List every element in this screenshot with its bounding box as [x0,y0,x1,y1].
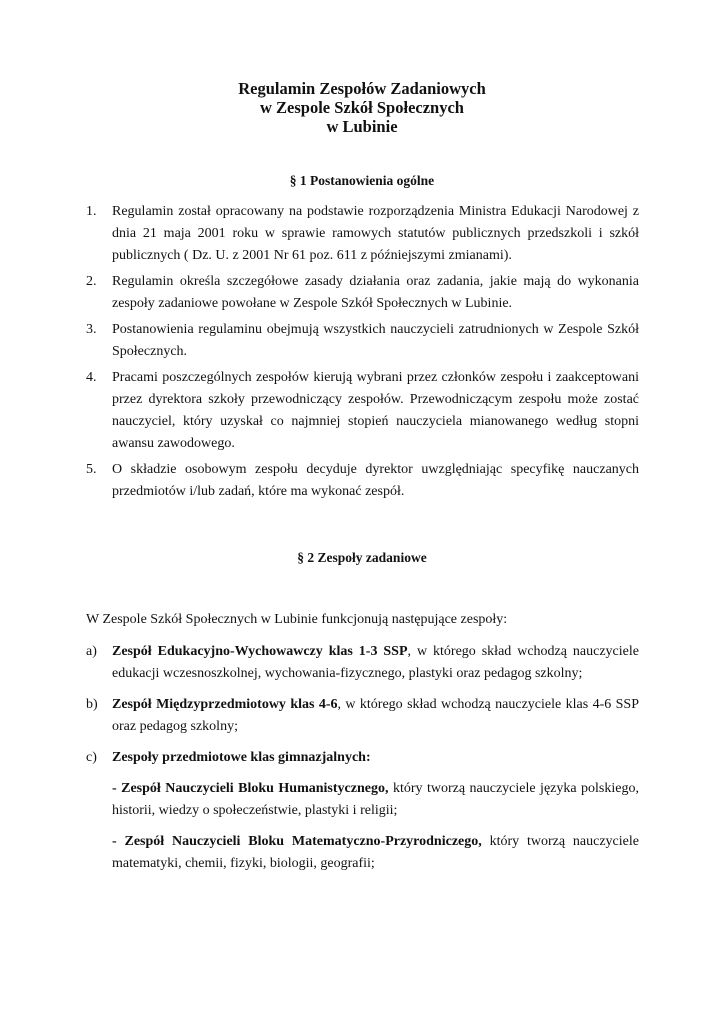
section-2-list [86,641,639,884]
list-item-text: Pracami poszczególnych zespołów kierują wybrani przez członków zespołu i zaakceptowani przez dyrektora szkoły przewodniczący zespołów. Przewodniczącym zespołu może zostać nauczyciel, który uzyskał co najmniej stopień nauczyciela mianowanego według stopni awansu zawodowego. [112,370,639,451]
section-2-intro: W Zespole Szkół Społecznych w Lubinie funkcjonują następujące zespoły: [86,612,508,627]
sub-list-item [86,778,639,822]
list-item-text: Regulamin określa szczegółowe zasady działania oraz zadania, jakie mają do wykonania zespoły zadaniowe powołane w Zespole Szkół Społecznych w Lubinie. [112,274,639,311]
list-item [86,367,639,455]
list-item [86,271,639,315]
list-letter: b) [86,697,98,712]
team-name: Zespół Edukacyjno-Wychowawczy klas 1-3 SSP [112,644,408,659]
list-item-text: Postanowienia regulaminu obejmują wszystkich nauczycieli zatrudnionych w Zespole Szkół Społecznych. [112,322,639,359]
list-number: 3. [86,322,97,337]
title-line-2: w Zespole Szkół Społecznych [260,98,464,117]
sub-list-item [86,831,639,875]
team-name: Zespół Międzyprzedmiotowy klas 4-6 [112,697,338,712]
list-item [86,641,639,685]
list-number: 2. [86,274,97,289]
list-item [86,201,639,267]
list-item [86,694,639,738]
section-1-list [86,201,639,507]
list-number: 4. [86,370,97,385]
team-description: , w którego skład wchodzą nauczyciele edukacji wczesnoszkolnej, wychowania-fizycznego, plastyki oraz pedagog szkolny; [112,644,639,681]
list-item [86,459,639,503]
list-number: 1. [86,204,97,219]
list-item [86,747,639,769]
sub-team-description: który tworzą nauczyciele matematyki, chemii, fizyki, biologii, geografii; [112,834,639,871]
sub-team-description: który tworzą nauczyciele języka polskiego, historii, wiedzy o społeczeństwie, plastyki i religii; [112,781,639,818]
title-line-3: w Lubinie [326,117,398,136]
sub-team-name: - Zespół Nauczycieli Bloku Matematyczno-Przyrodniczego, [112,834,482,849]
list-letter: c) [86,750,97,765]
list-item-text: Regulamin został opracowany na podstawie rozporządzenia Ministra Edukacji Narodowej z dnia 21 maja 2001 roku w sprawie ramowych statutów publicznych przedszkoli i szkół publicznych ( Dz. U. z 2001 Nr 61 poz. 611 z późniejszymi zmianami). [112,204,639,263]
list-number: 5. [86,462,97,477]
list-item [86,319,639,363]
section-2-heading: § 2 Zespoły zadaniowe [297,550,427,565]
team-name: Zespoły przedmiotowe klas gimnazjalnych: [112,750,371,765]
list-item-text: O składzie osobowym zespołu decyduje dyrektor uwzględniając specyfikę nauczanych przedmiotów i/lub zadań, które ma wykonać zespół. [112,462,639,499]
sub-team-name: - Zespół Nauczycieli Bloku Humanistycznego, [112,781,389,796]
section-1-heading: § 1 Postanowienia ogólne [289,173,435,188]
list-letter: a) [86,644,97,659]
document-title [0,79,724,136]
team-description: , w którego skład wchodzą nauczyciele klas 4-6 SSP oraz pedagog szkolny; [112,697,639,734]
title-line-1: Regulamin Zespołów Zadaniowych [238,79,486,98]
